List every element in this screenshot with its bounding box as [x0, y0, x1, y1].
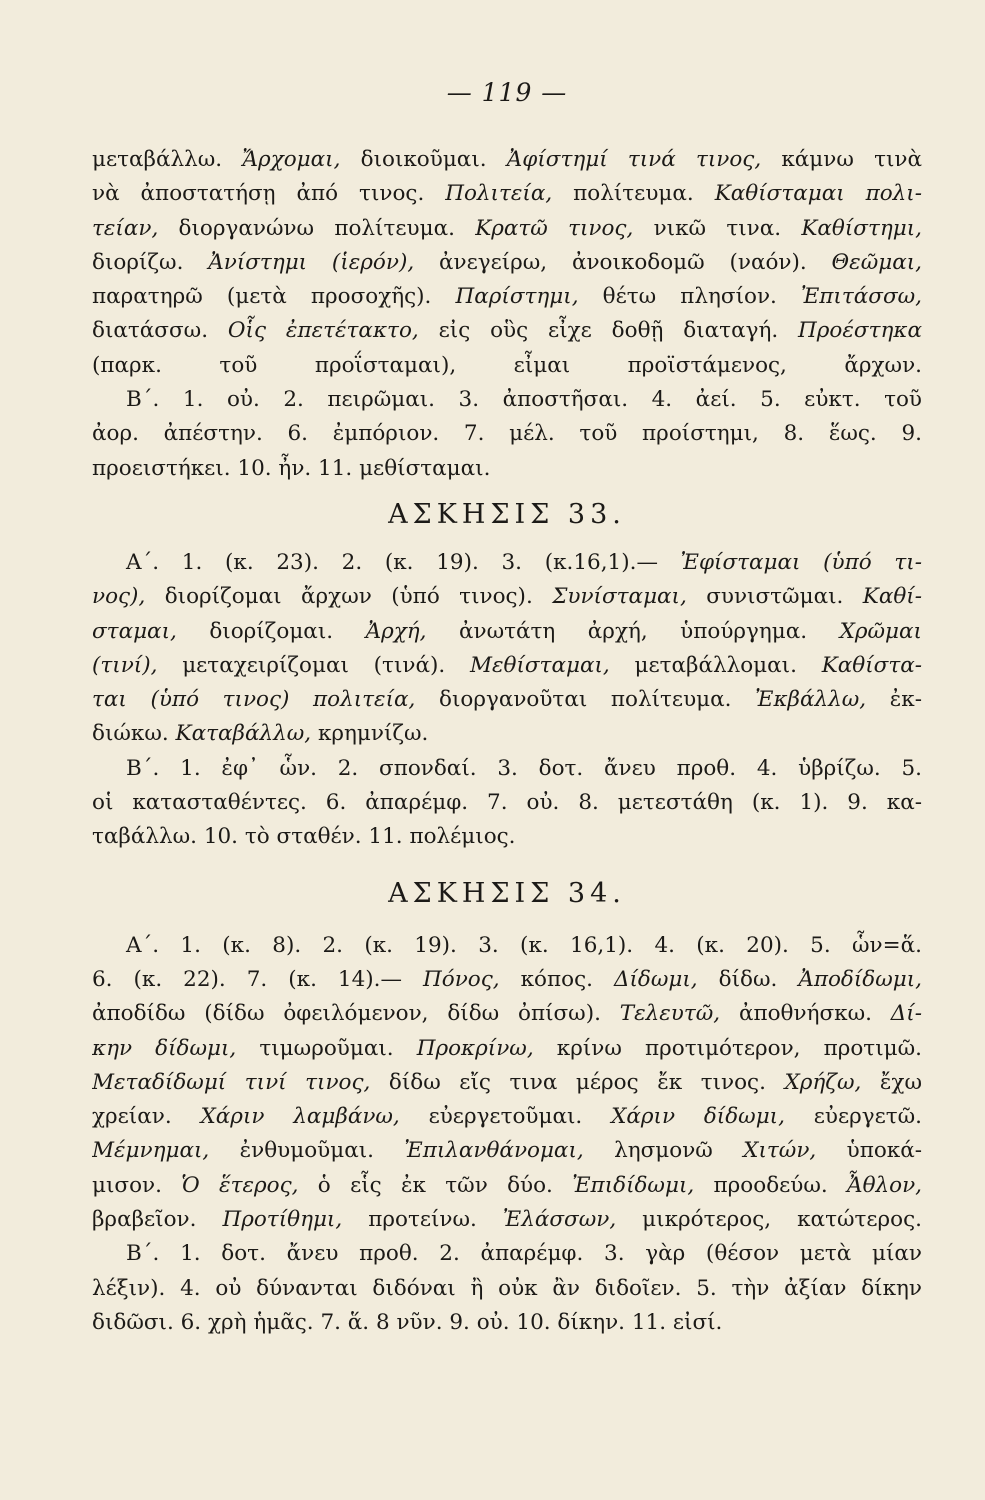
- text-line: [92, 280, 922, 314]
- text-run: μεταχειρίζομαι (τινά).: [157, 652, 470, 678]
- italic-term: Καθίστημι,: [801, 215, 922, 241]
- text-line: [92, 929, 922, 963]
- text-line: [92, 786, 922, 820]
- text-run: δίδω εἴς τινα μέρος ἔκ τινος.: [370, 1069, 785, 1095]
- italic-term: Μεταδίδωμί τινί τινος,: [92, 1069, 371, 1095]
- italic-term: Δί-: [890, 1001, 922, 1027]
- text-line: [92, 820, 922, 854]
- italic-term: Καθίσταμαι πολι-: [714, 181, 922, 207]
- text-run: κρημνίζω.: [311, 721, 429, 747]
- italic-term: σταμαι,: [92, 618, 177, 644]
- text-run: εὐεργετοῦμαι.: [399, 1104, 612, 1130]
- text-run: (παρκ. τοῦ προΐσταμαι), εἶμαι προϊστάμενος, ἄρχων.: [92, 352, 922, 378]
- italic-term: Ἀποδίδωμι,: [798, 966, 922, 992]
- text-run: ὑποκά-: [816, 1138, 922, 1164]
- text-run: ἀνεγείρω, ἀνοικοδομῶ (ναόν).: [414, 249, 832, 275]
- italic-term: Πόνος,: [423, 966, 500, 992]
- italic-term: Ἐλάσσων,: [502, 1207, 617, 1233]
- italic-term: Καθίστα-: [821, 652, 922, 678]
- text-run: δίδω.: [697, 966, 799, 992]
- italic-term: Χιτών,: [743, 1138, 817, 1164]
- italic-term: Χρήζω,: [784, 1069, 862, 1095]
- italic-term: Δίδωμι,: [613, 966, 698, 992]
- italic-term: (τινί),: [92, 652, 158, 678]
- text-run: διορίζομαι.: [176, 618, 366, 644]
- text-line: [92, 246, 922, 280]
- text-line: [92, 1134, 922, 1168]
- text-line: [92, 1306, 922, 1340]
- italic-term: Ὁ ἕτερος,: [181, 1172, 299, 1198]
- document-page: [92, 78, 922, 1340]
- text-run: Α΄. 1. (κ. 8). 2. (κ. 19). 3. (κ. 16,1). 4. (κ. 20). 5. ὧν=ἅ.: [126, 932, 922, 958]
- text-line: [92, 349, 922, 383]
- text-line: [92, 452, 922, 486]
- text-line: [92, 649, 922, 683]
- text-line: [92, 546, 922, 580]
- text-run: προτείνω.: [342, 1207, 503, 1233]
- text-run: βραβεῖον.: [92, 1207, 223, 1233]
- italic-term: Μέμνημαι,: [92, 1138, 210, 1164]
- text-block-2: [92, 546, 922, 855]
- text-run: ἐνθυμοῦμαι.: [209, 1138, 405, 1164]
- text-line: [92, 1169, 922, 1203]
- text-run: Β΄. 1. οὐ. 2. πειρῶμαι. 3. ἀποστῆσαι. 4. ἀεί. 5. εὐκτ. τοῦ: [126, 387, 922, 413]
- text-run: Β΄. 1. ἐφ᾽ ὧν. 2. σπονδαί. 3. δοτ. ἄνευ προθ. 4. ὑβρίζω. 5.: [126, 755, 922, 781]
- text-run: νὰ ἀποστατήσῃ ἀπό τινος.: [92, 181, 446, 207]
- text-run: ἀποθνήσκω.: [720, 1001, 891, 1027]
- text-run: μεταβάλλω.: [92, 147, 243, 172]
- italic-term: Θεῶμαι,: [831, 249, 922, 275]
- text-run: νικῶ τινα.: [633, 215, 802, 241]
- page-number: — 119 —: [446, 78, 568, 107]
- text-line: [92, 1100, 922, 1134]
- italic-term: Μεθίσταμαι,: [469, 652, 610, 678]
- text-run: κόπος.: [499, 966, 614, 992]
- text-line: [92, 383, 922, 417]
- text-run: ἔχω: [861, 1069, 922, 1095]
- text-line: [92, 580, 922, 614]
- italic-term: Καταβάλλω,: [175, 721, 312, 747]
- text-run: κάμνω τινὰ: [761, 147, 922, 172]
- text-block-1: [92, 143, 922, 486]
- text-line: [92, 1237, 922, 1271]
- text-line: [92, 1066, 922, 1100]
- text-run: ἐκ-: [866, 687, 922, 713]
- text-run: μεταβάλλομαι.: [609, 652, 822, 678]
- text-run: λέξιν). 4. οὐ δύνανται διδόναι ἢ οὐκ ἂν διδοῖεν. 5. τὴν ἀξίαν δίκην: [92, 1275, 922, 1301]
- text-run: ἀορ. ἀπέστην. 6. ἐμπόριον. 7. μέλ. τοῦ προίστημι, 8. ἕως. 9.: [92, 421, 922, 447]
- italic-term: Ἀνίστημι (ἱερόν),: [208, 249, 415, 275]
- text-run: διοργανώνω πολίτευμα.: [158, 215, 476, 241]
- text-run: θέτω πλησίον.: [578, 284, 801, 310]
- italic-term: Προέστηκα: [798, 318, 922, 344]
- italic-term: Ἐπιλανθάνομαι,: [404, 1138, 584, 1164]
- text-line: [92, 997, 922, 1031]
- text-run: μισον.: [92, 1172, 182, 1198]
- text-line: [92, 1203, 922, 1237]
- text-run: διορίζω.: [92, 249, 209, 275]
- text-run: κρίνω προτιμότερον, προτιμῶ.: [533, 1035, 922, 1061]
- text-run: διορίζομαι ἄρχων (ὑπό τινος).: [145, 584, 553, 610]
- italic-term: κην δίδωμι,: [92, 1035, 237, 1061]
- text-run: 6. (κ. 22). 7. (κ. 14).—: [92, 966, 424, 992]
- italic-term: Χρῶμαι: [839, 618, 922, 644]
- italic-term: Ἀφίστημί τινά τινος,: [506, 147, 762, 172]
- text-run: προειστήκει. 10. ἦν. 11. μεθίσταμαι.: [92, 455, 491, 481]
- italic-term: Καθί-: [862, 584, 922, 610]
- text-run: πολίτευμα.: [552, 181, 715, 207]
- text-run: οἱ κατασταθέντες. 6. ἀπαρέμφ. 7. οὐ. 8. μετεστάθη (κ. 1). 9. κα-: [92, 790, 922, 816]
- text-run: ἀποδίδω (δίδω ὀφειλόμενον, δίδω ὀπίσω).: [92, 1001, 620, 1027]
- text-run: Β΄. 1. δοτ. ἄνευ προθ. 2. ἀπαρέμφ. 3. γὰρ (θέσον μετὰ μίαν: [126, 1241, 922, 1267]
- text-line: [92, 1272, 922, 1306]
- italic-term: Κρατῶ τινος,: [475, 215, 634, 241]
- text-line: [92, 615, 922, 649]
- text-run: εὐεργετῶ.: [784, 1104, 922, 1130]
- italic-term: Πολιτεία,: [445, 181, 553, 207]
- exercise-heading-33: ΑΣΚΗΣΙΣ 33.: [388, 498, 626, 530]
- italic-term: Ἄρχομαι,: [242, 147, 341, 172]
- text-run: λησμονῶ: [583, 1138, 744, 1164]
- text-run: συνιστῶμαι.: [686, 584, 863, 610]
- italic-term: Παρίστημι,: [455, 284, 579, 310]
- italic-term: Οἷς ἐπετέτακτο,: [227, 318, 419, 344]
- text-run: διοικοῦμαι.: [340, 147, 507, 172]
- italic-term: Ἆθλον,: [847, 1172, 922, 1198]
- text-line: [92, 177, 922, 211]
- text-line: [92, 314, 922, 348]
- text-line: [92, 1032, 922, 1066]
- italic-term: Ἐπιδίδωμι,: [572, 1172, 695, 1198]
- text-run: Α΄. 1. (κ. 23). 2. (κ. 19). 3. (κ.16,1).—: [126, 549, 681, 575]
- italic-term: Χάριν δίδωμι,: [611, 1104, 785, 1130]
- text-run: χρείαν.: [92, 1104, 201, 1130]
- italic-term: Ἀρχή,: [365, 618, 427, 644]
- italic-term: Προκρίνω,: [416, 1035, 534, 1061]
- text-run: ταβάλλω. 10. τὸ σταθέν. 11. πολέμιος.: [92, 824, 516, 850]
- text-line: [92, 752, 922, 786]
- text-run: εἰς οὓς εἶχε δοθῇ διαταγή.: [418, 318, 799, 344]
- text-line: [92, 143, 922, 177]
- italic-term: ται (ὑπό τινος) πολιτεία,: [92, 687, 416, 713]
- text-run: μικρότερος, κατώτερος.: [616, 1207, 922, 1233]
- text-run: παρατηρῶ (μετὰ προσοχῆς).: [92, 284, 456, 310]
- exercise-heading-34: ΑΣΚΗΣΙΣ 34.: [388, 877, 626, 909]
- text-run: ὁ εἷς ἐκ τῶν δύο.: [298, 1172, 573, 1198]
- text-line: [92, 963, 922, 997]
- italic-term: Ἐφίσταμαι (ὑπό τι-: [680, 549, 922, 575]
- text-run: διδῶσι. 6. χρὴ ἡμᾶς. 7. ἅ. 8 νῦν. 9. οὐ. 10. δίκην. 11. εἰσί.: [92, 1309, 723, 1335]
- text-line: [92, 683, 922, 717]
- italic-term: Ἐπιτάσσω,: [800, 284, 922, 310]
- text-line: [92, 212, 922, 246]
- text-run: διώκω.: [92, 721, 176, 747]
- text-run: διοργανοῦται πολίτευμα.: [415, 687, 756, 713]
- italic-term: Προτίθημι,: [222, 1207, 343, 1233]
- text-run: τιμωροῦμαι.: [236, 1035, 417, 1061]
- italic-term: τείαν,: [92, 215, 159, 241]
- text-run: ἀνωτάτη ἀρχή, ὑπούργημα.: [426, 618, 840, 644]
- text-line: [92, 717, 922, 751]
- italic-term: Τελευτῶ,: [619, 1001, 721, 1027]
- italic-term: Χάριν λαμβάνω,: [200, 1104, 400, 1130]
- italic-term: νος),: [92, 584, 146, 610]
- text-line: [92, 417, 922, 451]
- text-run: διατάσσω.: [92, 318, 228, 344]
- italic-term: Ἐκβάλλω,: [755, 687, 867, 713]
- italic-term: Συνίσταμαι,: [552, 584, 687, 610]
- text-run: προοδεύω.: [694, 1172, 848, 1198]
- text-block-3: [92, 929, 922, 1341]
